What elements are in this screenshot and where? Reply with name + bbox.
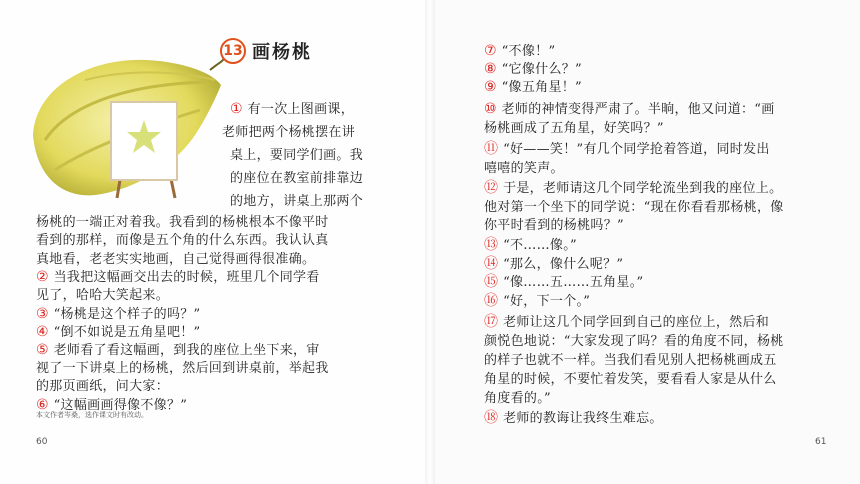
- line-text: 于是，老师请这几个同学轮流坐到我的座位上。: [503, 181, 783, 196]
- line-text: “像五角星！”: [501, 80, 583, 95]
- line-text: 老师让这几个同学回到自己的座位上，然后和: [503, 315, 770, 330]
- paragraph-number: ⑯: [484, 293, 504, 309]
- page-gutter: [425, 0, 435, 484]
- paragraph-number: ⑫: [484, 180, 504, 196]
- line-text: “好，下一个。”: [503, 294, 591, 309]
- left-text-line: [222, 121, 355, 140]
- line-text: “好——笑！”有几个同学抢着答道，同时发出: [503, 142, 770, 157]
- left-text-line: [230, 144, 363, 163]
- right-text-line: [484, 311, 769, 331]
- line-text: “杨桃是这个样子的吗？”: [53, 307, 201, 322]
- left-text-line: [36, 266, 320, 285]
- paragraph-number: ⑥: [36, 397, 54, 413]
- paragraph-number: ⑨: [484, 79, 502, 95]
- paragraph-number: ①: [230, 101, 248, 117]
- left-text-line: [36, 211, 329, 230]
- line-text: 嘻嘻的笑声。: [484, 161, 564, 176]
- right-text-line: [484, 214, 624, 233]
- source-footnote: 本文作者岑桑，选作课文时有改动。: [36, 411, 148, 419]
- line-text: 的样子也就不一样。当我们看见别人把杨桃画成五: [484, 353, 777, 368]
- left-text-line: [230, 167, 363, 186]
- paragraph-number: ⑬: [484, 237, 504, 253]
- paragraph-number: ⑮: [484, 274, 504, 290]
- page-number-right: 61: [815, 437, 827, 447]
- line-text: 的地方，讲桌上那两个: [230, 194, 364, 209]
- right-text-line: [484, 290, 590, 310]
- paragraph-number: ⑱: [484, 410, 504, 426]
- left-text-line: [36, 375, 169, 394]
- line-text: “那么，像什么呢？”: [503, 257, 624, 272]
- left-text-line: [36, 357, 329, 376]
- paragraph-number: ⑭: [484, 256, 504, 272]
- left-text-line: [36, 321, 201, 340]
- right-text-line: [484, 196, 784, 215]
- line-text: 你平时看到的杨桃吗？”: [484, 218, 624, 233]
- paragraph-number: ⑩: [484, 101, 502, 117]
- lesson-number: 13: [220, 38, 246, 64]
- line-text: 有一次上图画课，: [247, 102, 355, 117]
- left-text-line: [230, 190, 363, 209]
- line-text: 杨桃的一端正对着我。我看到的杨桃根本不像平时: [36, 215, 329, 230]
- line-text: 老师看了看这幅画，到我的座位上坐下来，审: [53, 343, 320, 358]
- right-text-line: [484, 253, 623, 273]
- line-text: 视了一下讲桌上的杨桃，然后回到讲桌前，举起我: [36, 361, 329, 376]
- right-text-line: [484, 76, 582, 95]
- line-text: 老师的神情变得严肃了。半晌，他又问道：“画: [501, 102, 775, 117]
- left-text-line: [36, 229, 329, 248]
- left-text-line: [36, 248, 315, 267]
- line-text: 他对第一个坐下的同学说：“现在你看看那杨桃，像: [484, 200, 784, 215]
- line-text: 的座位在教室前排靠边: [230, 171, 364, 186]
- right-text-line: [484, 349, 777, 368]
- line-text: “它像什么？”: [501, 62, 583, 77]
- line-text: 看到的那样，而像是五个角的什么东西。我认认真: [36, 233, 329, 248]
- left-text-line: [36, 284, 169, 303]
- line-text: “不像！”: [501, 44, 556, 59]
- paragraph-number: ⑪: [484, 141, 504, 157]
- lesson-heading: [220, 38, 312, 64]
- right-text-line: [484, 157, 564, 176]
- line-text: 当我把这幅画交出去的时候，班里几个同学看: [53, 270, 320, 285]
- paragraph-number: ⑤: [36, 342, 54, 358]
- left-text-line: [36, 303, 201, 322]
- line-text: “这幅画画得像不像？”: [53, 398, 188, 413]
- paragraph-number: ③: [36, 306, 54, 322]
- right-text-line: [484, 330, 784, 349]
- right-text-line: [484, 138, 770, 158]
- line-text: “不……像。”: [503, 238, 577, 253]
- line-text: 老师的教诲让我终生难忘。: [503, 411, 663, 426]
- line-text: 老师把两个杨桃摆在讲: [222, 125, 356, 140]
- right-text-line: [484, 98, 775, 117]
- left-text-line: [36, 339, 320, 358]
- paragraph-number: ⑰: [484, 314, 504, 330]
- right-text-line: [484, 387, 551, 406]
- line-text: 桌上，要同学们画。我: [230, 148, 364, 163]
- right-text-line: [484, 368, 777, 387]
- line-text: 颜悦色地说：“大家发现了吗？看的角度不同，杨桃: [484, 334, 784, 349]
- line-text: 真地看，老老实实地画，自己觉得画得很准确。: [36, 252, 316, 267]
- right-text-line: [484, 234, 577, 254]
- paragraph-number: ⑦: [484, 43, 502, 59]
- line-text: 角星的时候，不要忙着发笑，要看看人家是从什么: [484, 372, 777, 387]
- right-text-line: [484, 40, 555, 59]
- lesson-title: 画杨桃: [252, 42, 312, 63]
- right-text-line: [484, 117, 664, 136]
- line-text: 的那页画纸，问大家：: [36, 379, 170, 394]
- paragraph-number: ②: [36, 269, 54, 285]
- line-text: “像……五……五角星。”: [503, 275, 644, 290]
- line-text: “倒不如说是五角星吧！”: [53, 325, 201, 340]
- right-text-line: [484, 407, 663, 427]
- line-text: 见了，哈哈大笑起来。: [36, 288, 170, 303]
- starfruit-easel-illustration: [25, 40, 225, 200]
- paragraph-number: ⑧: [484, 61, 502, 77]
- line-text: 角度看的。”: [484, 391, 551, 406]
- right-text-line: [484, 271, 643, 291]
- right-text-line: [484, 177, 782, 197]
- right-text-line: [484, 58, 582, 77]
- page-number-left: 60: [36, 437, 48, 447]
- left-text-line: [230, 98, 354, 117]
- paragraph-number: ④: [36, 324, 54, 340]
- line-text: 杨桃画成了五角星，好笑吗？”: [484, 121, 664, 136]
